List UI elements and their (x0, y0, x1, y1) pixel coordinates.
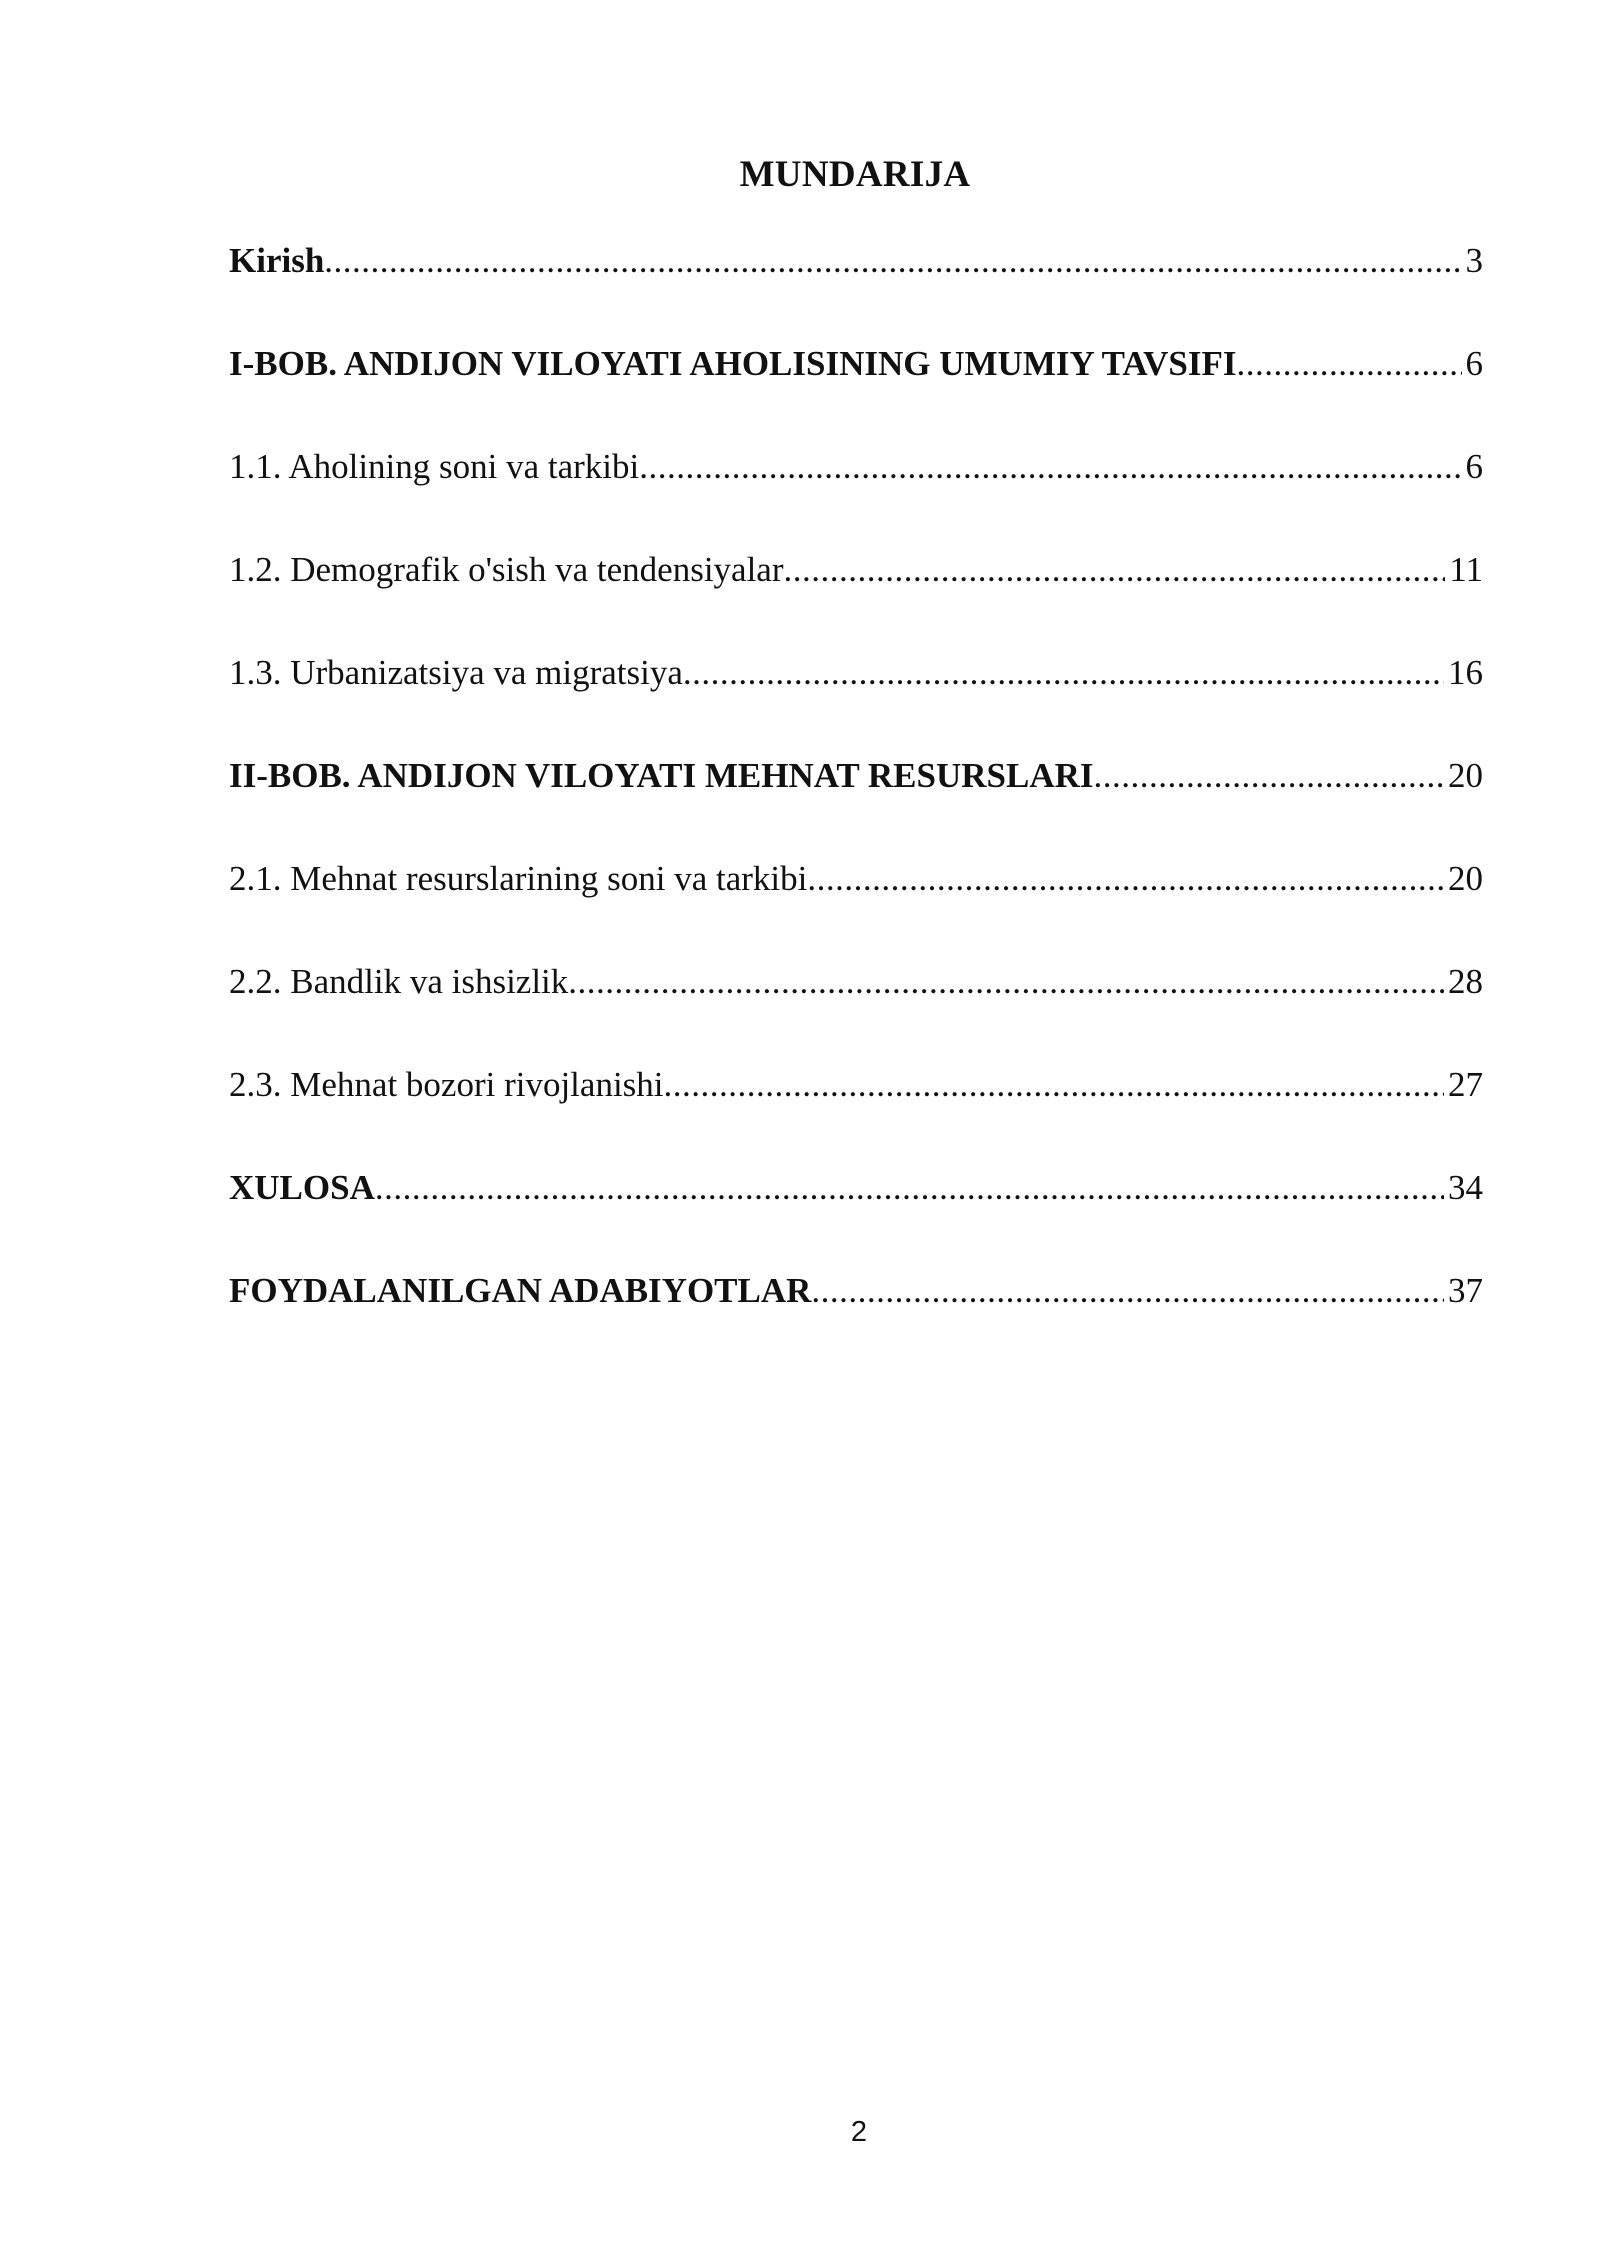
toc-entry-section-2-1[interactable] (229, 854, 1483, 957)
toc-entry-label: XULOSA (229, 1168, 375, 1207)
dot-leader (807, 854, 1444, 904)
toc-entry-section-1-1[interactable] (229, 442, 1483, 545)
dot-leader (639, 442, 1461, 492)
dot-leader (1236, 339, 1461, 389)
toc-entry-label: II-BOB. ANDIJON VILOYATI MEHNAT RESURSLARI (229, 756, 1094, 795)
toc-entry-label: 1.3. Urbanizatsiya va migratsiya (229, 653, 683, 692)
dot-leader (683, 648, 1444, 698)
dot-leader (375, 1163, 1444, 1213)
dot-leader (664, 1060, 1444, 1110)
table-of-contents (229, 236, 1483, 1369)
toc-title: MUNDARIJA (739, 154, 971, 195)
toc-entry-references[interactable] (229, 1266, 1483, 1369)
toc-entry-label: 1.1. Aholining soni va tarkibi (229, 447, 640, 486)
toc-entry-page: 20 (1448, 859, 1483, 898)
toc-entry-label: FOYDALANILGAN ADABIYOTLAR (229, 1271, 812, 1310)
dot-leader (568, 957, 1444, 1007)
toc-entry-chapter-1[interactable] (229, 339, 1483, 442)
toc-entry-page: 34 (1448, 1168, 1483, 1207)
dot-leader (784, 545, 1446, 595)
dot-leader (811, 1266, 1444, 1316)
toc-entry-section-2-2[interactable] (229, 957, 1483, 1060)
toc-entry-xulosa[interactable] (229, 1163, 1483, 1266)
page-number: 2 (850, 2116, 868, 2148)
toc-entry-page: 37 (1448, 1271, 1483, 1310)
toc-entry-section-2-3[interactable] (229, 1060, 1483, 1163)
toc-entry-page: 6 (1465, 447, 1483, 486)
toc-entry-section-1-2[interactable] (229, 545, 1483, 648)
toc-entry-page: 3 (1465, 241, 1483, 280)
toc-entry-kirish[interactable] (229, 236, 1483, 339)
toc-entry-label: 2.1. Mehnat resurslarining soni va tarkibi (229, 859, 808, 898)
dot-leader (324, 236, 1461, 286)
toc-entry-label: 2.3. Mehnat bozori rivojlanishi (229, 1065, 664, 1104)
toc-entry-page: 27 (1448, 1065, 1483, 1104)
toc-entry-label: 2.2. Bandlik va ishsizlik (229, 962, 569, 1001)
toc-entry-page: 28 (1448, 962, 1483, 1001)
toc-entry-page: 6 (1465, 344, 1483, 383)
toc-entry-section-1-3[interactable] (229, 648, 1483, 751)
toc-entry-label: I-BOB. ANDIJON VILOYATI AHOLISINING UMUMIY TAVSIFI (229, 344, 1237, 383)
toc-entry-page: 20 (1448, 756, 1483, 795)
toc-entry-chapter-2[interactable] (229, 751, 1483, 854)
toc-entry-page: 16 (1448, 653, 1483, 692)
toc-entry-label: 1.2. Demografik o'sish va tendensiyalar (229, 550, 784, 589)
toc-entry-label: Kirish (229, 241, 325, 280)
dot-leader (1094, 751, 1444, 801)
toc-entry-page: 11 (1449, 550, 1483, 589)
